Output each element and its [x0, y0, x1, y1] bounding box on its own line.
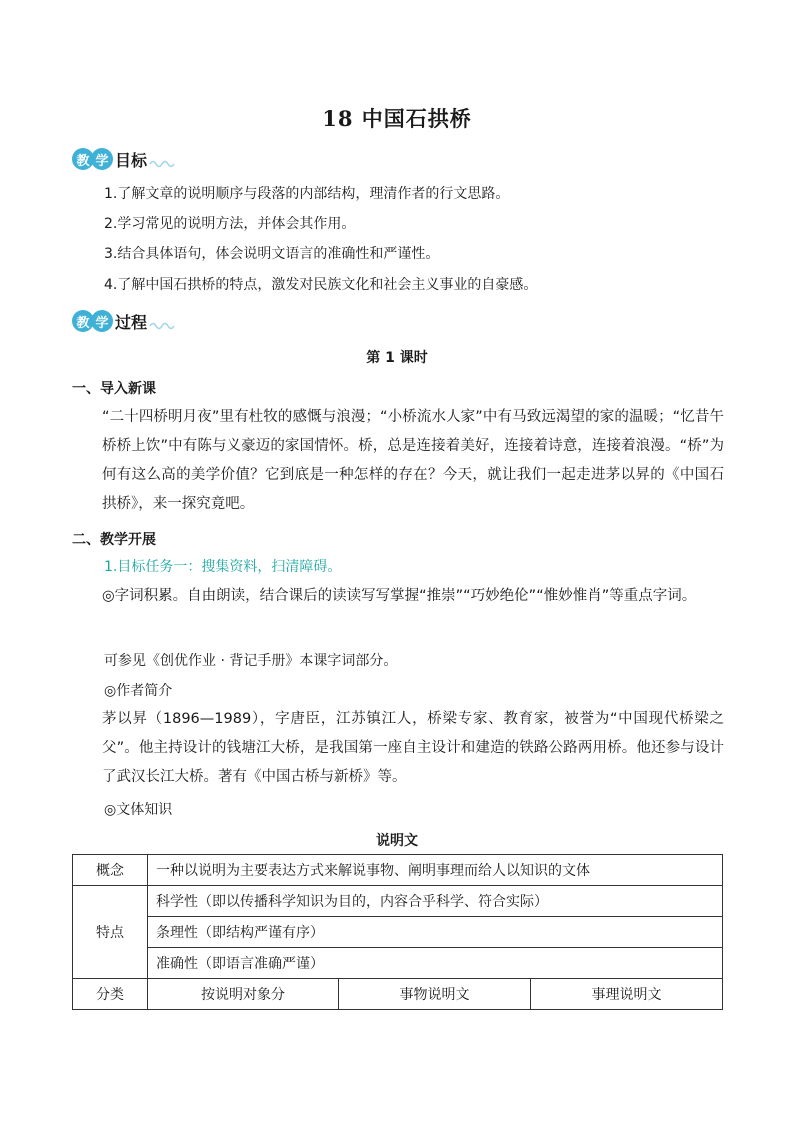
table-label: 概念 — [73, 855, 148, 886]
vocab-paragraph — [72, 582, 724, 611]
badge-circle: 教 — [72, 148, 94, 170]
table-row — [73, 917, 723, 948]
intro-paragraph — [72, 403, 724, 519]
badge-circle: 教 — [72, 310, 94, 332]
section-badge-goals — [72, 147, 175, 171]
section-title: 过程 — [115, 312, 148, 332]
table-label: 特点 — [73, 886, 148, 979]
badge-circle: 学 — [91, 310, 113, 332]
lesson-label: 第 1 课时 — [366, 350, 428, 366]
part-heading: 一、导入新课 — [72, 381, 156, 397]
goal-item: 1.了解文章的说明顺序与段落的内部结构，理清作者的行文思路。 — [104, 186, 510, 202]
genre-table — [72, 854, 723, 1010]
table-row — [73, 855, 723, 886]
table-cell: 按说明对象分 — [148, 979, 339, 1010]
table-cell: 事理说明文 — [531, 979, 723, 1010]
table-row — [73, 948, 723, 979]
task-heading: 1.目标任务一：搜集资料，扫清障碍。 — [104, 559, 342, 575]
goal-item: 3.结合具体语句，体会说明文语言的准确性和严谨性。 — [104, 246, 440, 262]
page-title: 18 中国石拱桥 — [322, 106, 472, 131]
wave-decoration-icon — [149, 320, 175, 330]
table-cell: 事物说明文 — [339, 979, 531, 1010]
table-label: 分类 — [73, 979, 148, 1010]
part-heading: 二、教学开展 — [72, 532, 156, 548]
reference-note: 可参见《创优作业 · 背记手册》本课字词部分。 — [104, 653, 398, 669]
wave-decoration-icon — [149, 158, 175, 168]
table-row — [73, 979, 723, 1010]
author-paragraph — [72, 705, 724, 792]
table-row — [73, 886, 723, 917]
table-caption: 说明文 — [376, 833, 418, 849]
goal-item: 4.了解中国石拱桥的特点，激发对民族文化和社会主义事业的自豪感。 — [104, 277, 538, 293]
paragraph-text: “二十四桥明月夜”里有杜牧的感慨与浪漫；“小桥流水人家”中有马致远渴望的家的温暖；“忆昔午桥桥上饮”中有陈与义豪迈的家国情怀。桥，总是连接着美好，连接着诗意，连接着浪漫。“桥”为何有这么高的美学价值？它到底是一种怎样的存在？今天，就让我们一起走进茅以昇的《中国石拱桥》，来一探究竟吧。 — [102, 409, 724, 512]
genre-heading: ◎文体知识 — [104, 802, 173, 818]
table-cell: 一种以说明为主要表达方式来解说事物、阐明事理而给人以知识的文体 — [148, 855, 723, 886]
author-heading: ◎作者简介 — [104, 683, 173, 699]
table-cell: 准确性（即语言准确严谨） — [148, 948, 723, 979]
table-cell: 科学性（即以传播科学知识为目的，内容合乎科学、符合实际） — [148, 886, 723, 917]
paragraph-text: ◎字词积累。自由朗读，结合课后的读读写写掌握“推崇”“巧妙绝伦”“惟妙惟肖”等重点字词。 — [102, 588, 697, 604]
paragraph-text: 茅以昇（1896—1989），字唐臣，江苏镇江人，桥梁专家、教育家，被誉为“中国现代桥梁之父”。他主持设计的钱塘江大桥，是我国第一座自主设计和建造的铁路公路两用桥。他还参与设计了武汉长江大桥。著有《中国古桥与新桥》等。 — [102, 711, 724, 785]
goal-item: 2.学习常见的说明方法，并体会其作用。 — [104, 216, 356, 232]
section-badge-process — [72, 309, 175, 333]
badge-circle: 学 — [91, 148, 113, 170]
table-cell: 条理性（即结构严谨有序） — [148, 917, 723, 948]
section-title: 目标 — [115, 150, 148, 170]
